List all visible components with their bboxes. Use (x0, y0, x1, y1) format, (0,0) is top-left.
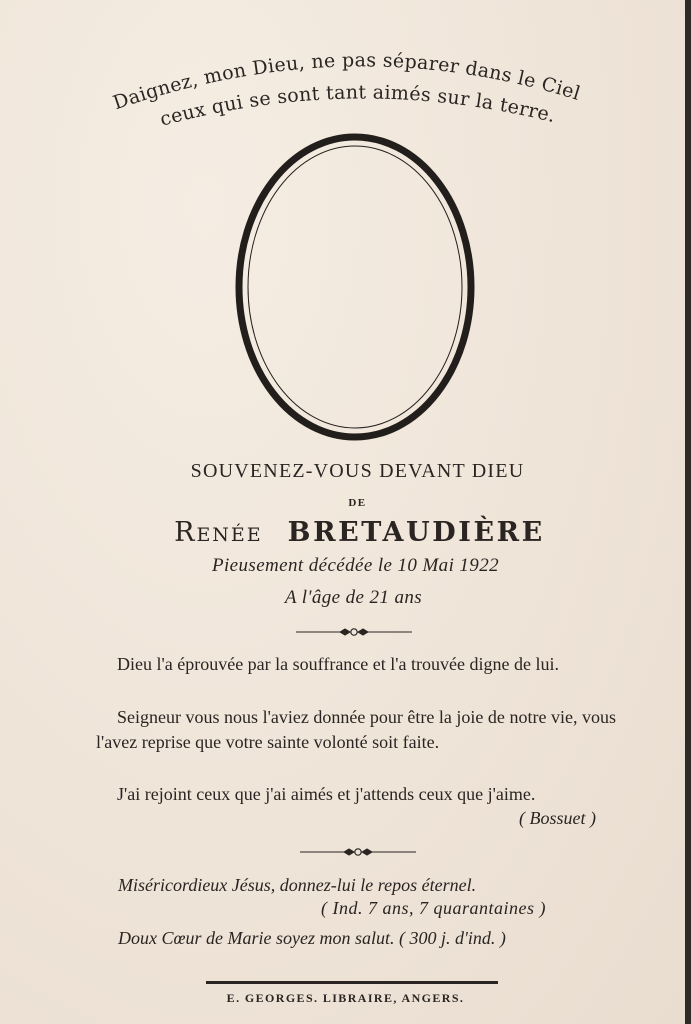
arc-line-1: Daignez, mon Dieu, ne pas séparer dans le Ciel (110, 49, 584, 115)
remember-heading: SOUVENEZ-VOUS DEVANT DIEU (190, 460, 525, 482)
divider-ornament-1 (296, 629, 412, 635)
arc-line-2: ceux qui se sont tant aimés sur la terre. (157, 81, 558, 131)
paragraph-rejoined-text: J'ai rejoint ceux que j'ai aimés et j'attends ceux que j'aime. (117, 784, 536, 804)
paragraph-lord: Seigneur vous nous l'aviez donnée pour être la joie de notre vie, vous l'avez reprise que votre sainte volonté soit faite. (96, 707, 616, 752)
divider-ornament-2 (300, 849, 416, 855)
printer-imprint: E. GEORGES. LIBRAIRE, ANGERS. (226, 991, 465, 1005)
prayer-mary: Doux Cœur de Marie soyez mon salut. ( 300 j. d'ind. ) (118, 928, 506, 948)
deceased-name (14, 517, 691, 548)
surname: BRETAUDIÈRE (287, 517, 545, 548)
paragraph-trial: Dieu l'a éprouvée par la souffrance et l'a trouvée digne de lui. (117, 654, 559, 674)
prayer-jesus: Miséricordieux Jésus, donnez-lui le repos éternel. (118, 875, 477, 895)
bossuet-citation: ( Bossuet ) (519, 808, 596, 828)
paragraph-rejoined (96, 782, 616, 828)
oval-portrait-frame (0, 0, 691, 450)
prayer-jesus-indulgence: ( Ind. 7 ans, 7 quarantaines ) (321, 898, 546, 918)
age-at-death: A l'âge de 21 ans (284, 587, 423, 608)
given-name: Renée (174, 517, 263, 548)
bottom-rule (206, 981, 498, 984)
of-label: DE (348, 497, 367, 509)
death-date: Pieusement décédée le 10 Mai 1922 (211, 555, 499, 576)
